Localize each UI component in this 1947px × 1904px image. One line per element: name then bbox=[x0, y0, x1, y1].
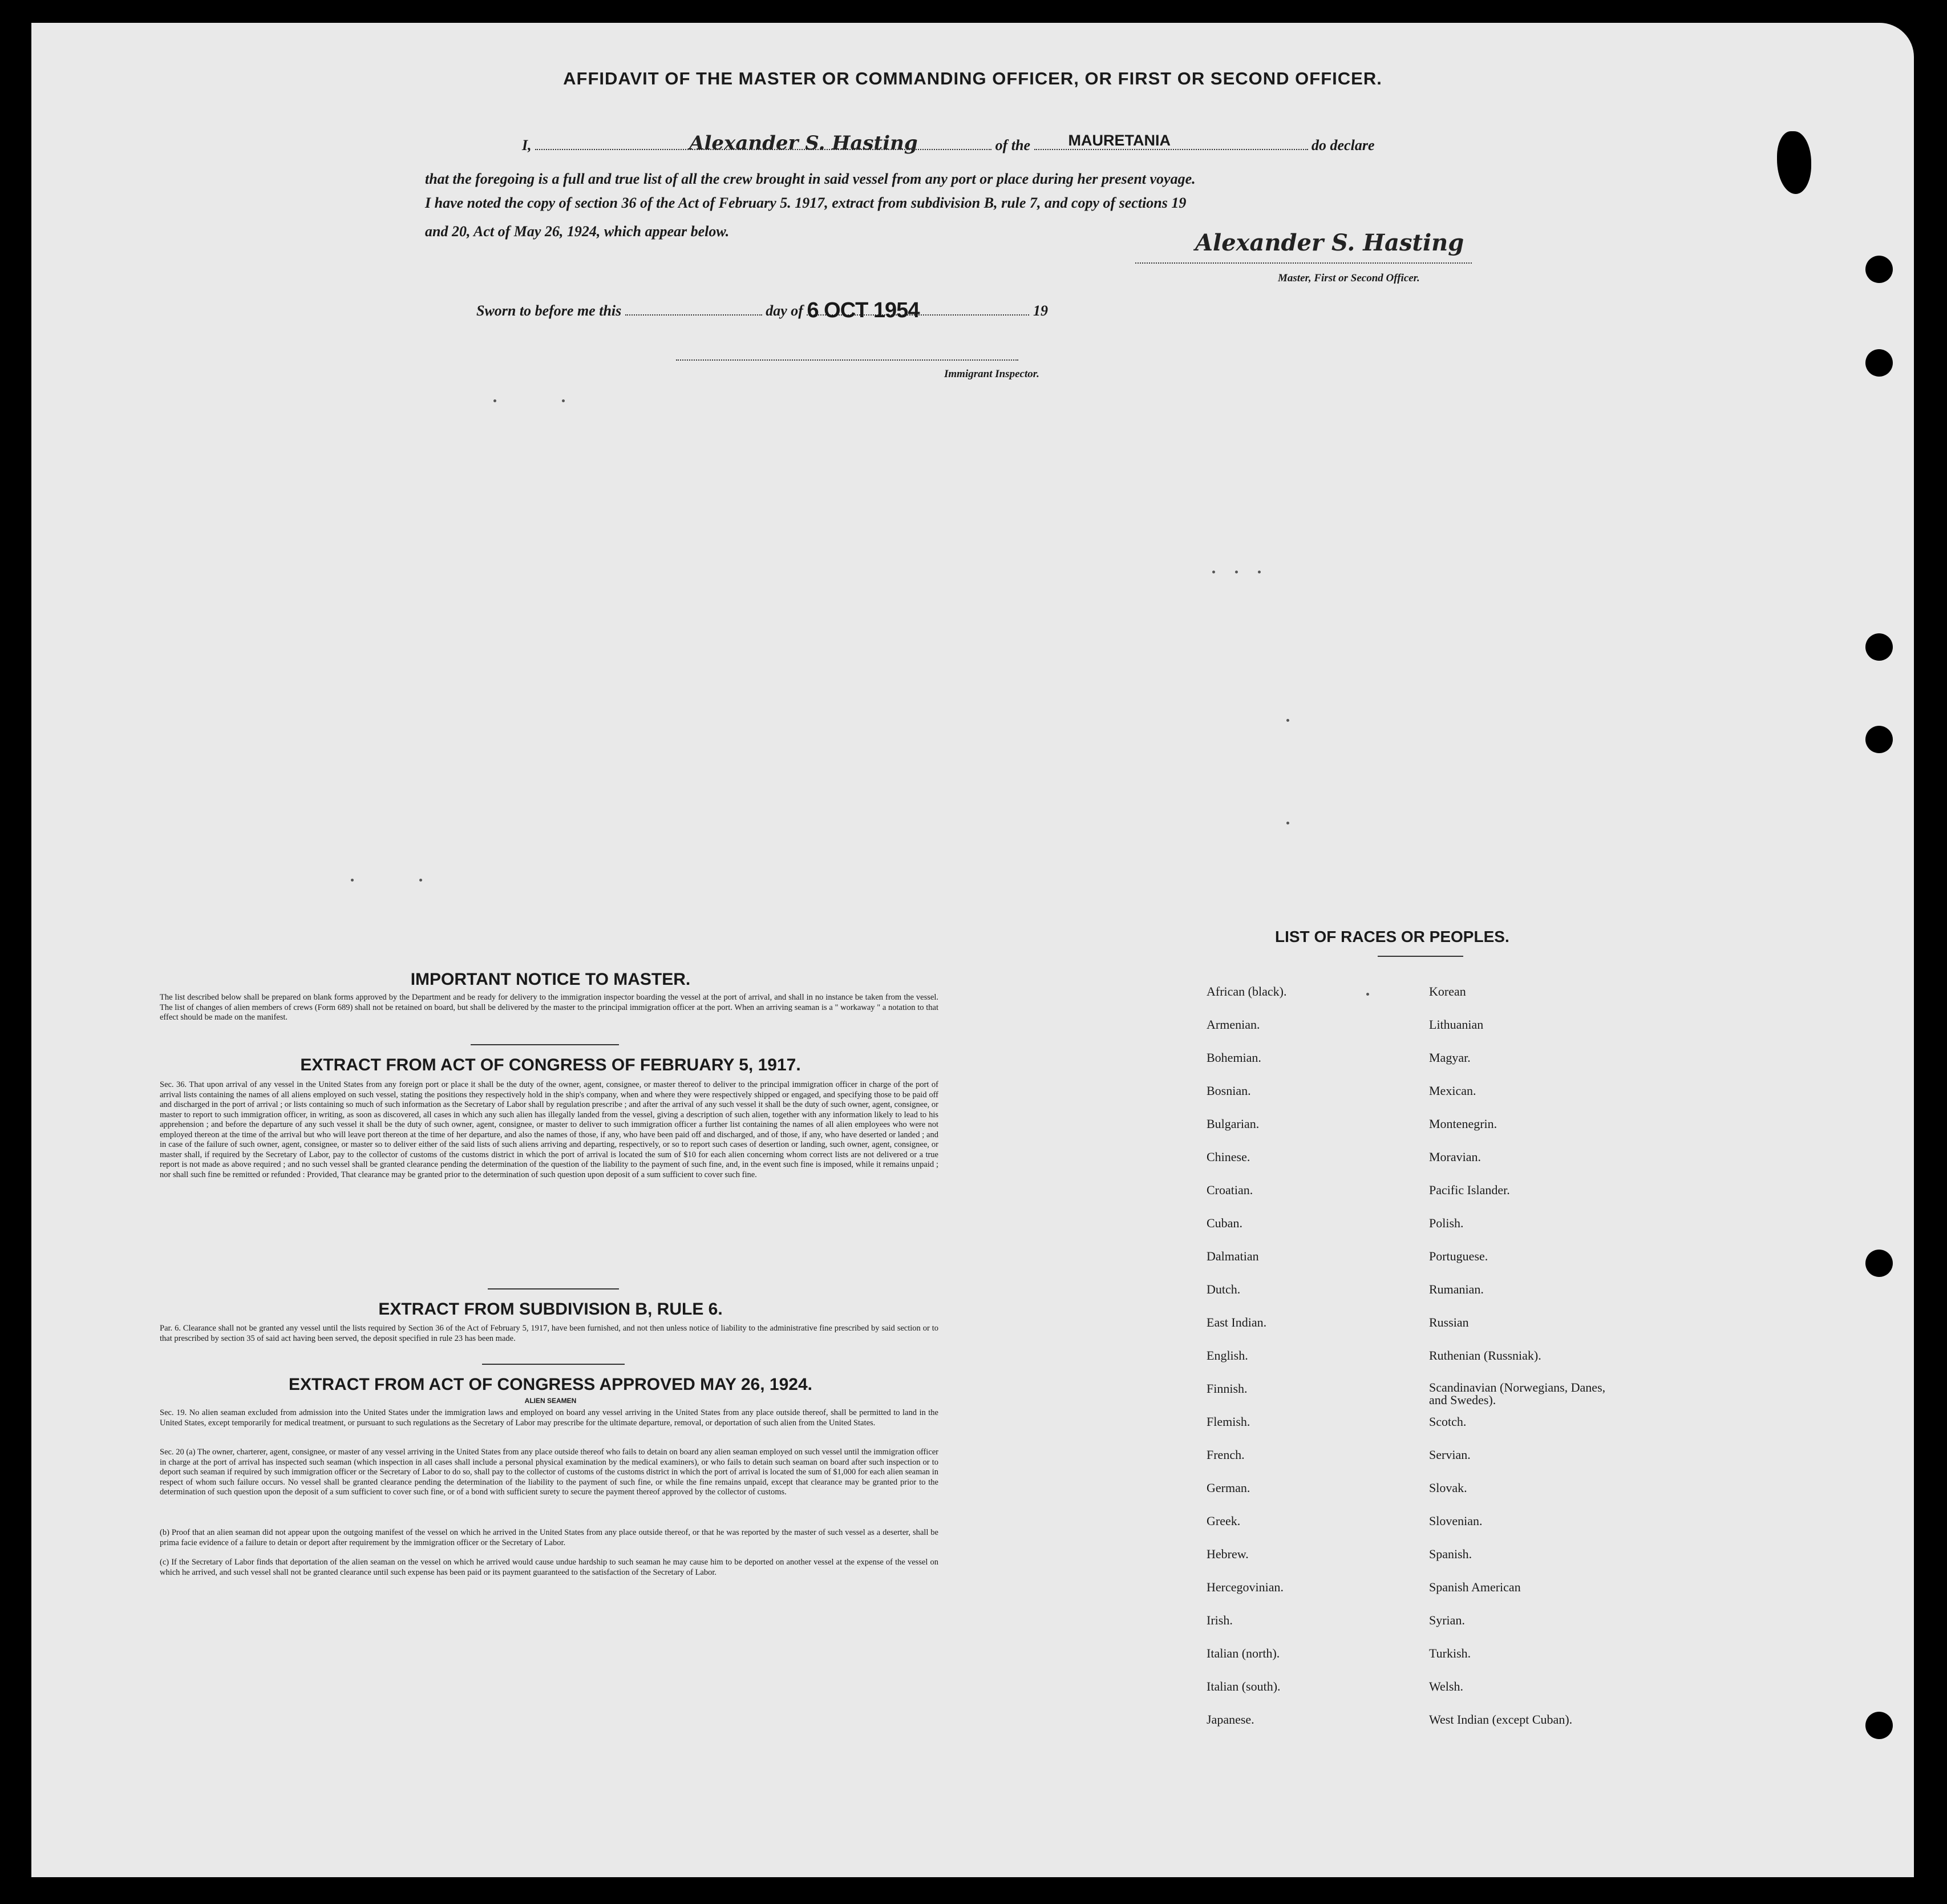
race-item: Syrian. bbox=[1429, 1613, 1465, 1627]
declaration-line-2: that the foregoing is a full and true list of all the crew brought in said vessel from any port or place during her present voyage. bbox=[425, 171, 1196, 187]
race-item: Scotch. bbox=[1429, 1414, 1467, 1429]
races-left-column bbox=[1207, 984, 1412, 1745]
race-item: Bulgarian. bbox=[1207, 1117, 1260, 1131]
race-item: Japanese. bbox=[1207, 1712, 1254, 1727]
race-item: Slovenian. bbox=[1429, 1514, 1483, 1528]
extract-1917-body: Sec. 36. That upon arrival of any vessel in the United States from any foreign port or place it shall be the duty of the owner, agent, consignee, or master thereof to deliver to the principal immigration officer in charge of the port of arrival lists containing the names of all aliens employed on such vessel, stating the positions they respectively hold in the ship's company, when and where they were respectively shipped or engaged, and specifying those to be paid off and discharged in the port of arrival ; or lists containing so much of such information as the Secretary of Labor shall by regulation prescribe ; and after the arrival of any such vessel it shall be the duty of such owner, agent, consignee, or master to report to such immigration officer, in writing, as soon as discovered, all cases in which any such alien has illegally landed from the vessel, giving a description of such alien, together with any information likely to lead to his apprehension ; and before the departure of any such vessel it shall be the duty of such owner, agent, consignee, or master to deliver to such immigration officer a further list containing the names of all alien employees who were not employed thereon at the time of the arrival but who will leave port thereon at the time of her departure, and also the names of those, if any, who have been paid off and discharged, and of those, if any, who have deserted or landed ; and in case of the failure of such owner, agent, consignee, or master so to deliver either of the said lists of such aliens arriving and departing, respectively, or so to report such cases of desertion or landing, such owner, agent, consignee, or master shall, if required by the Secretary of Labor, pay to the collector of customs of the customs district in which the port of arrival is located the sum of $10 for each alien concerning whom correct lists are not delivered or a true report is not made as above required ; and no such vessel shall be granted clearance pending the determination of the question of the liability to the payment of such fine, and, in the event such fine is imposed, while it remains unpaid ; nor shall such fine be remitted or refunded : Provided, That clearance may be granted prior to the determination of such question upon deposit of a sum sufficient to cover such fine. bbox=[160, 1080, 938, 1179]
race-item: Bohemian. bbox=[1207, 1050, 1261, 1065]
declaration-line-3: I have noted the copy of section 36 of the Act of February 5. 1917, extract from subdivision B, rule 7, and copy of sections 19 bbox=[425, 195, 1187, 211]
vessel-name: MAURETANIA bbox=[1068, 132, 1171, 149]
signature-line bbox=[1135, 262, 1472, 264]
race-item: Moravian. bbox=[1429, 1150, 1481, 1164]
race-item: Mexican. bbox=[1429, 1084, 1476, 1098]
extract-1924-sec20a: Sec. 20 (a) The owner, charterer, agent, consignee, or master of any vessel arriving in the United States from any place outside thereof who fails to detain on board any alien seaman employed on such vessel until the immigration officer in charge at the port of arrival has inspected such seaman (which inspection in all cases shall include a personal physical examination by the medical examiners), or who fails to detain such seaman on board after such inspection or to deport such seaman if required by such immigration officer or the Secretary of Labor to do so, shall pay to the collector of customs of the customs district in which the port of arrival is located the sum of $1,000 for each alien seaman in respect of whom such failure occurs. No vessel shall be granted clearance pending the determination of the liability to the payment of such fine, or while the fine remains unpaid, except that clearance may be granted prior to the determination of such question upon the deposit of a sum sufficient to cover such fine, or of a bond with sufficient surety to secure the payment thereof approved by the collector of customs. bbox=[160, 1448, 938, 1497]
master-caption: Master, First or Second Officer. bbox=[1278, 272, 1420, 284]
document-page bbox=[31, 23, 1914, 1877]
sworn-line bbox=[476, 298, 1161, 322]
race-item: Magyar. bbox=[1429, 1050, 1471, 1065]
subdivision-title: EXTRACT FROM SUBDIVISION B, RULE 6. bbox=[378, 1300, 723, 1319]
race-item: Finnish. bbox=[1207, 1381, 1248, 1396]
dot-mark bbox=[1212, 571, 1215, 573]
subdivision-body: Par. 6. Clearance shall not be granted any vessel until the lists required by Section 36 of the Act of February 5, 1917, have been furnished, and not then unless notice of liability to the administrative fine prescribed by said section or to that prescribed by section 35 of said act having been served, the deposit specified in rule 23 has been made. bbox=[160, 1324, 938, 1343]
race-item: Portuguese. bbox=[1429, 1249, 1488, 1263]
declaration-line-1 bbox=[522, 132, 1520, 155]
punch-hole bbox=[1865, 349, 1893, 377]
race-item: Lithuanian bbox=[1429, 1017, 1484, 1032]
races-title: LIST OF RACES OR PEOPLES. bbox=[1275, 928, 1509, 945]
races-right-column bbox=[1429, 984, 1617, 1745]
i-label: I, bbox=[522, 137, 532, 153]
race-item: Korean bbox=[1429, 984, 1466, 999]
race-item: Rumanian. bbox=[1429, 1282, 1484, 1296]
race-item: Spanish American bbox=[1429, 1580, 1521, 1594]
dot-mark bbox=[1258, 571, 1261, 573]
race-item: English. bbox=[1207, 1348, 1248, 1363]
punch-hole bbox=[1865, 256, 1893, 283]
race-item: Chinese. bbox=[1207, 1150, 1250, 1164]
race-item: Scandinavian (Norwegians, Danes, and Swedes). bbox=[1429, 1380, 1606, 1407]
affidavit-title: AFFIDAVIT OF THE MASTER OR COMMANDING OFFICER, OR FIRST OR SECOND OFFICER. bbox=[563, 68, 1382, 88]
race-item: Italian (north). bbox=[1207, 1646, 1280, 1660]
race-item: Armenian. bbox=[1207, 1017, 1260, 1032]
dot-mark bbox=[493, 399, 496, 402]
inspector-caption: Immigrant Inspector. bbox=[944, 368, 1039, 380]
divider bbox=[1378, 956, 1463, 957]
year-prefix: 19 bbox=[1033, 302, 1048, 319]
officer-name-field bbox=[535, 132, 991, 155]
race-item: Irish. bbox=[1207, 1613, 1233, 1627]
race-item: Hebrew. bbox=[1207, 1547, 1249, 1561]
race-item: Bosnian. bbox=[1207, 1084, 1251, 1098]
race-item: Hercegovinian. bbox=[1207, 1580, 1284, 1594]
of-the-label: of the bbox=[995, 137, 1031, 153]
dot-mark bbox=[1286, 719, 1289, 722]
declaration-line-4: and 20, Act of May 26, 1924, which appear below. bbox=[425, 223, 730, 240]
race-item: Spanish. bbox=[1429, 1547, 1472, 1561]
notice-body: The list described below shall be prepared on blank forms approved by the Department and be ready for delivery to the immigration inspector boarding the vessel at the port of arrival, and shall in no instance be taken from the vessel. The list of changes of alien members of crews (Form 689) shall not be retained on board, but shall be delivered by the master to the principal immigration officer at the port. When an arriving seaman is a " workaway " a notation to that effect should be made on the manifest. bbox=[160, 993, 938, 1022]
extract-1924-sec20c: (c) If the Secretary of Labor finds that deportation of the alien seaman on the vessel on which he arrived would cause undue hardship to such seaman he may cause him to be deported on another vessel at the expense of the vessel on which he arrived, and such vessel shall not be granted clearance until such expense has been paid or its payment guaranteed to the satisfaction of the Secretary of Labor. bbox=[160, 1558, 938, 1577]
day-of-label: day of bbox=[766, 302, 803, 319]
race-item: Dutch. bbox=[1207, 1282, 1241, 1296]
punch-hole bbox=[1865, 1712, 1893, 1739]
race-item: West Indian (except Cuban). bbox=[1429, 1712, 1573, 1727]
punch-hole bbox=[1865, 633, 1893, 661]
divider bbox=[471, 1044, 619, 1045]
race-item: Flemish. bbox=[1207, 1414, 1250, 1429]
vessel-name-field bbox=[1034, 132, 1308, 150]
sworn-label: Sworn to before me this bbox=[476, 302, 622, 319]
race-item: Croatian. bbox=[1207, 1183, 1253, 1197]
race-item: Italian (south). bbox=[1207, 1679, 1281, 1693]
race-item: Turkish. bbox=[1429, 1646, 1471, 1660]
race-item: Slovak. bbox=[1429, 1481, 1467, 1495]
extract-1924-sec19: Sec. 19. No alien seaman excluded from admission into the United States under the immigration laws and employed on board any vessel arriving in the United States from any place outside thereof, shall be permitted to land in the United States, except temporarily for medical treatment, or pursuant to such regulations as the Secretary of Labor may prescribe for the ultimate departure, removal, or deportation of such alien from the United States. bbox=[160, 1408, 938, 1428]
do-declare-label: do declare bbox=[1312, 137, 1375, 153]
race-item: Welsh. bbox=[1429, 1679, 1463, 1693]
race-item: Greek. bbox=[1207, 1514, 1241, 1528]
inspector-line bbox=[676, 359, 1018, 361]
dot-mark bbox=[419, 879, 422, 882]
ink-blot bbox=[1777, 131, 1811, 194]
sworn-date-field bbox=[807, 298, 1029, 322]
race-item: Russian bbox=[1429, 1315, 1469, 1329]
extract-1924-title: EXTRACT FROM ACT OF CONGRESS APPROVED MAY 26, 1924. bbox=[289, 1375, 812, 1394]
dot-mark bbox=[351, 879, 354, 882]
sworn-day-field bbox=[625, 314, 762, 316]
race-item: Polish. bbox=[1429, 1216, 1464, 1230]
divider bbox=[482, 1364, 625, 1365]
punch-hole bbox=[1865, 1250, 1893, 1277]
race-item: French. bbox=[1207, 1448, 1245, 1462]
dot-mark bbox=[1366, 993, 1369, 996]
extract-1924-subtitle: ALIEN SEAMEN bbox=[524, 1397, 577, 1405]
extract-1924-sec20b: (b) Proof that an alien seaman did not appear upon the outgoing manifest of the vessel on which he arrived in the United States from any place outside thereof, or that he was reported by the master of such vessel as a deserter, shall be prima facie evidence of a failure to detain or deport after requirement by the immigration officer or the Secretary of Labor. bbox=[160, 1528, 938, 1547]
dot-mark bbox=[1286, 822, 1289, 824]
race-item: Dalmatian bbox=[1207, 1249, 1259, 1263]
race-item: Ruthenian (Russniak). bbox=[1429, 1348, 1541, 1363]
officer-name-signature: Alexander S. Hasting bbox=[689, 132, 918, 155]
divider bbox=[488, 1288, 619, 1289]
race-item: Servian. bbox=[1429, 1448, 1471, 1462]
date-stamp: 6 OCT 1954 bbox=[807, 298, 920, 322]
notice-title: IMPORTANT NOTICE TO MASTER. bbox=[410, 970, 691, 989]
race-item: Cuban. bbox=[1207, 1216, 1242, 1230]
race-item: German. bbox=[1207, 1481, 1250, 1495]
race-item: Montenegrin. bbox=[1429, 1117, 1497, 1131]
extract-1917-title: EXTRACT FROM ACT OF CONGRESS OF FEBRUARY 5, 1917. bbox=[300, 1056, 801, 1074]
dot-mark bbox=[562, 399, 565, 402]
punch-hole bbox=[1865, 726, 1893, 753]
race-item: East Indian. bbox=[1207, 1315, 1267, 1329]
race-item: Pacific Islander. bbox=[1429, 1183, 1510, 1197]
master-signature: Alexander S. Hasting bbox=[1195, 229, 1464, 256]
race-item: African (black). bbox=[1207, 984, 1287, 999]
dot-mark bbox=[1235, 571, 1238, 573]
